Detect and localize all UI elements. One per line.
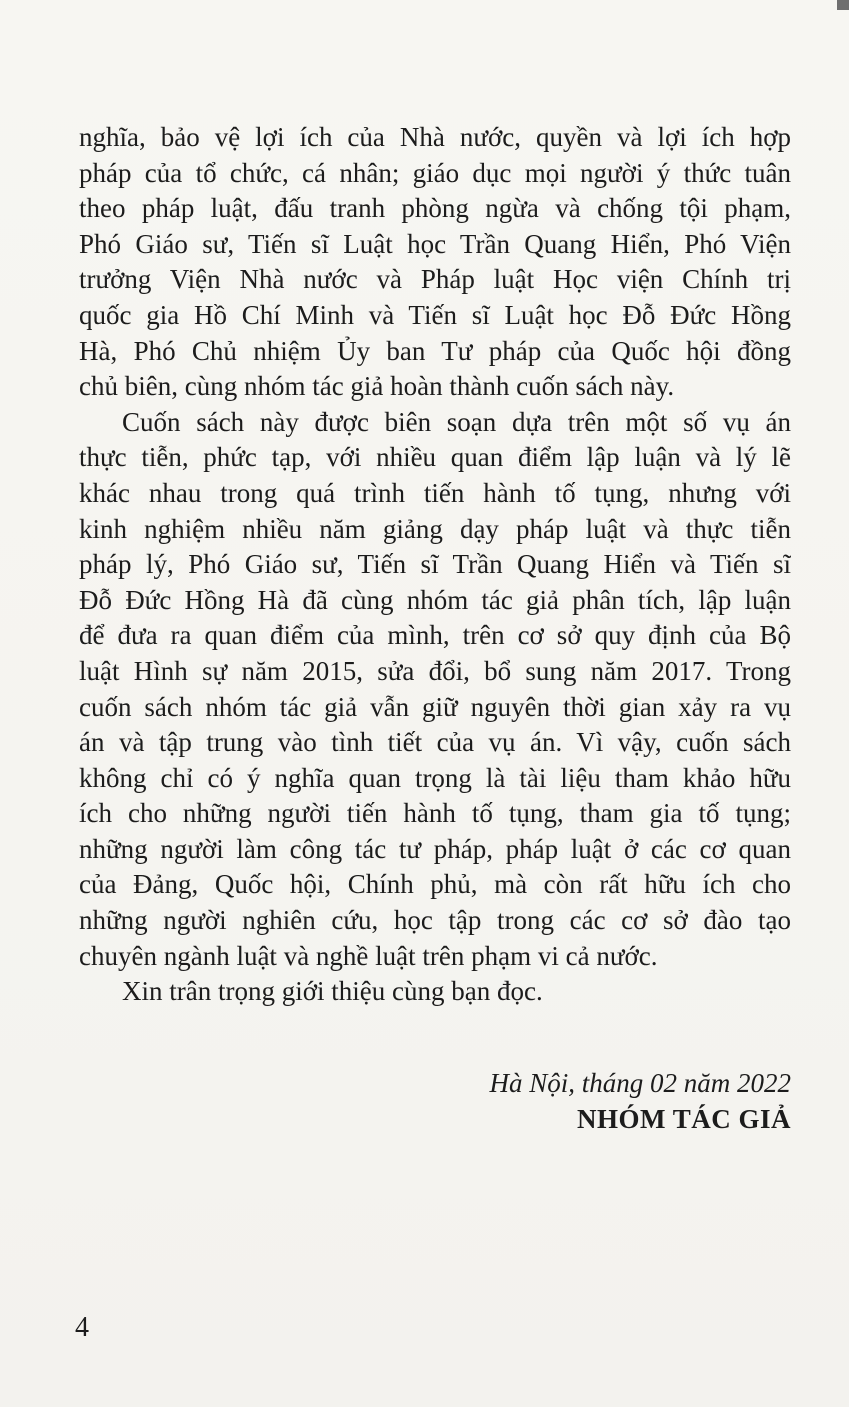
text-line: những người làm công tác tư pháp, pháp luật ở các cơ quan <box>79 833 791 864</box>
text-line: Đỗ Đức Hồng Hà đã cùng nhóm tác giả phân tích, lập luận <box>79 584 791 615</box>
text-line: chuyên ngành luật và nghề luật trên phạm vi cả nước. <box>79 940 658 971</box>
text-line: để đưa ra quan điểm của mình, trên cơ sở quy định của Bộ <box>79 620 791 651</box>
text-line: luật Hình sự năm 2015, sửa đổi, bổ sung năm 2017. Trong <box>79 655 791 686</box>
text-line: án và tập trung vào tình tiết của vụ án. Vì vậy, cuốn sách <box>79 727 791 758</box>
text-line: quốc gia Hồ Chí Minh và Tiến sĩ Luật học Đỗ Đức Hồng <box>79 299 791 330</box>
paragraph-closing <box>79 974 791 1010</box>
signature-block <box>489 1065 791 1137</box>
text-line: những người nghiên cứu, học tập trong các cơ sở đào tạo <box>79 905 791 936</box>
text-line: chủ biên, cùng nhóm tác giả hoàn thành cuốn sách này. <box>79 371 675 402</box>
text-line: pháp lý, Phó Giáo sư, Tiến sĩ Trần Quang Hiển và Tiến sĩ <box>79 549 791 580</box>
author-name: NHÓM TÁC GIẢ <box>576 1104 791 1134</box>
text-line: theo pháp luật, đấu tranh phòng ngừa và chống tội phạm, <box>79 193 791 224</box>
text-line: thực tiễn, phức tạp, với nhiều quan điểm lập luận và lý lẽ <box>79 442 791 473</box>
place-date: Hà Nội, tháng 02 năm 2022 <box>489 1068 791 1098</box>
text-line: trưởng Viện Nhà nước và Pháp luật Học viện Chính trị <box>79 264 791 295</box>
scan-corner-mark <box>837 0 849 10</box>
text-line: cuốn sách nhóm tác giả vẫn giữ nguyên thời gian xảy ra vụ <box>79 691 791 722</box>
page-number: 4 <box>75 1312 89 1343</box>
text-line: nghĩa, bảo vệ lợi ích của Nhà nước, quyền và lợi ích hợp <box>79 122 791 152</box>
text-line: Hà, Phó Chủ nhiệm Ủy ban Tư pháp của Quốc hội đồng <box>79 335 791 366</box>
paragraph-book-description <box>79 405 791 975</box>
text-line: pháp của tổ chức, cá nhân; giáo dục mọi người ý thức tuân <box>79 157 791 188</box>
text-line: Cuốn sách này được biên soạn dựa trên một số vụ án <box>122 406 791 437</box>
paragraph-continuation <box>79 120 791 405</box>
text-line: của Đảng, Quốc hội, Chính phủ, mà còn rất hữu ích cho <box>79 869 791 900</box>
text-line: Xin trân trọng giới thiệu cùng bạn đọc. <box>122 976 543 1007</box>
text-line: ích cho những người tiến hành tố tụng, tham gia tố tụng; <box>79 798 791 829</box>
text-line: kinh nghiệm nhiều năm giảng dạy pháp luật và thực tiễn <box>79 513 791 544</box>
text-line: không chỉ có ý nghĩa quan trọng là tài liệu tham khảo hữu <box>79 762 791 793</box>
body-text <box>79 120 791 1010</box>
text-line: Phó Giáo sư, Tiến sĩ Luật học Trần Quang Hiển, Phó Viện <box>79 228 791 259</box>
text-line: khác nhau trong quá trình tiến hành tố tụng, nhưng với <box>79 477 791 508</box>
